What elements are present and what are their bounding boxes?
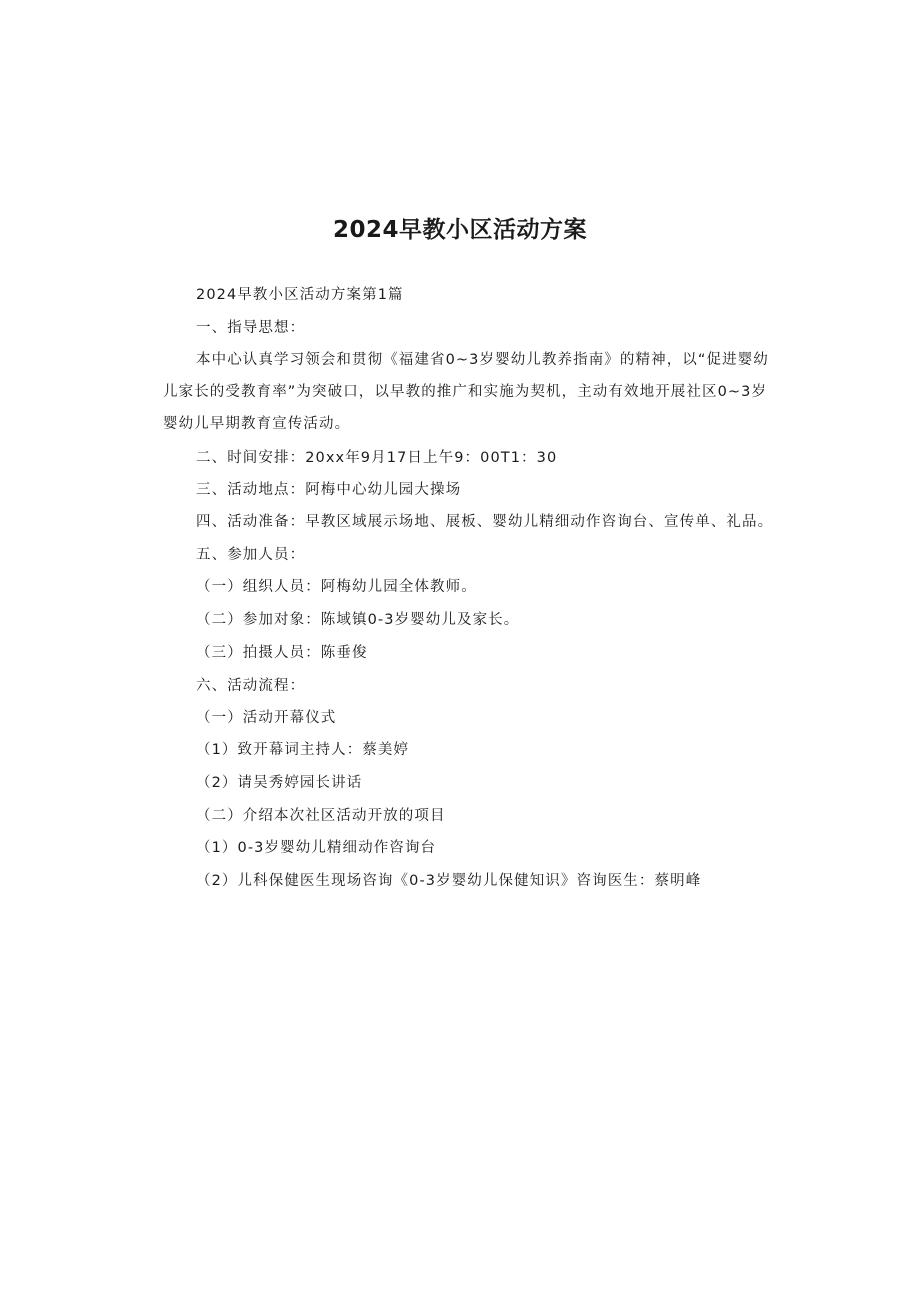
list-item: （二）介绍本次社区活动开放的项目: [196, 808, 446, 824]
list-item: （2）儿科保健医生现场咨询《0-3岁婴幼儿保健知识》咨询医生：蔡明峰: [196, 873, 702, 889]
list-item: （三）拍摄人员：陈垂俊: [196, 645, 368, 661]
paragraph-line: 本中心认真学习领会和贯彻《福建省0~3岁婴幼儿教养指南》的精神，以“促进婴幼: [196, 352, 769, 368]
heading-participants: 五、参加人员：: [196, 547, 306, 563]
list-item: （1）致开幕词主持人：蔡美婷: [196, 742, 410, 758]
schedule-line: 二、时间安排：20xx年9月17日上午9：00T1：30: [196, 450, 558, 466]
list-item: （一）活动开幕仪式: [196, 710, 337, 726]
heading-guiding-thought: 一、指导思想：: [196, 320, 306, 336]
list-item: （二）参加对象：陈域镇0-3岁婴幼儿及家长。: [196, 612, 520, 628]
preparation-line: 四、活动准备：早教区域展示场地、展板、婴幼儿精细动作咨询台、宣传单、礼品。: [196, 514, 774, 530]
heading-process: 六、活动流程：: [196, 678, 306, 694]
list-item: （2）请吴秀婷园长讲话: [196, 775, 363, 791]
list-item: （1）0-3岁婴幼儿精细动作咨询台: [196, 840, 437, 856]
paragraph-line: 婴幼儿早期教育宣传活动。: [163, 416, 351, 432]
location-line: 三、活动地点：阿梅中心幼儿园大操场: [196, 482, 462, 498]
list-item: （一）组织人员：阿梅幼儿园全体教师。: [196, 579, 477, 595]
paragraph-line: 儿家长的受教育率”为突破口，以早教的推广和实施为契机，主动有效地开展社区0~3岁: [163, 384, 768, 400]
document-title: 2024早教小区活动方案: [332, 217, 587, 243]
section-heading: 2024早教小区活动方案第1篇: [196, 287, 404, 303]
